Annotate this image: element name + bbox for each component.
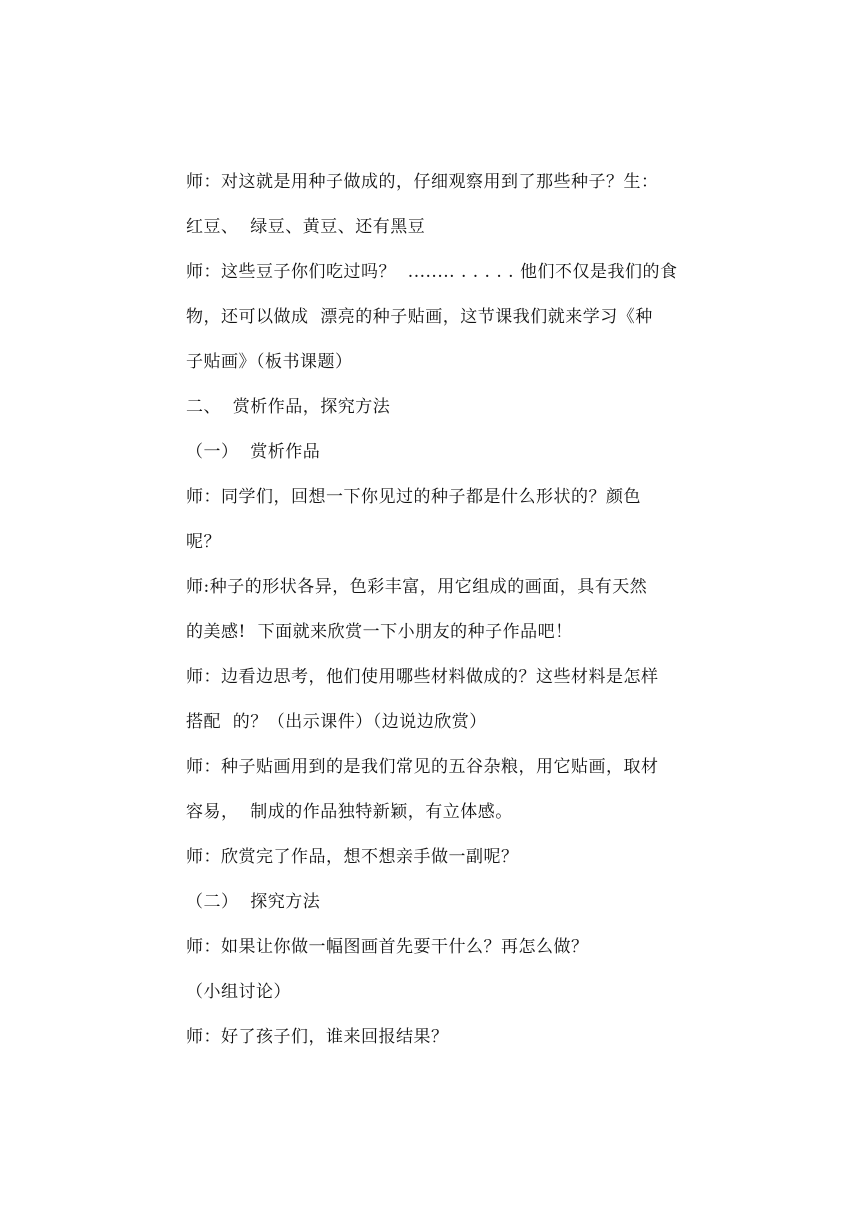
text-line: 师：这些豆子你们吃过吗？ ........ . . . . . 他们不仅是我们的食 xyxy=(186,262,678,282)
text-line: 师:种子的形状各异，色彩丰富，用它组成的画面，具有天然 xyxy=(186,577,648,597)
text-line: 红豆、 绿豆、黄豆、还有黑豆 xyxy=(186,217,426,237)
text-line: 搭配 的？（出示课件）（边说边欣赏） xyxy=(186,712,487,732)
text-line: 师：种子贴画用到的是我们常见的五谷杂粮，用它贴画，取材 xyxy=(186,757,659,777)
text-line: 的美感! 下面就来欣赏一下小朋友的种子作品吧！ xyxy=(186,622,573,642)
subsection-heading: （二） 探究方法 xyxy=(186,892,321,912)
text-line: 师：对这就是用种子做成的，仔细观察用到了那些种子？生： xyxy=(186,172,659,192)
text-line: 师：好了孩子们，谁来回报结果？ xyxy=(186,1027,449,1047)
subsection-heading: （一） 赏析作品 xyxy=(186,442,321,462)
text-line: 子贴画》（板书课题） xyxy=(186,352,353,372)
text-line: 师：如果让你做一幅图画首先要干什么？再怎么做？ xyxy=(186,937,589,957)
text-line: 容易， 制成的作品独特新颖，有立体感。 xyxy=(186,802,513,822)
text-line: 师：同学们，回想一下你见过的种子都是什么形状的？颜色 xyxy=(186,487,641,507)
text-line: 师：欣赏完了作品，想不想亲手做一副呢？ xyxy=(186,847,519,867)
text-line: （小组讨论） xyxy=(186,982,291,1002)
text-line: 物，还可以做成 漂亮的种子贴画，这节课我们就来学习《种 xyxy=(186,307,653,327)
text-line: 师：边看边思考，他们使用哪些材料做成的？这些材料是怎样 xyxy=(186,667,659,687)
text-line: 呢？ xyxy=(186,532,221,552)
section-heading: 二、 赏析作品，探究方法 xyxy=(186,397,391,417)
document-body xyxy=(186,160,686,1060)
